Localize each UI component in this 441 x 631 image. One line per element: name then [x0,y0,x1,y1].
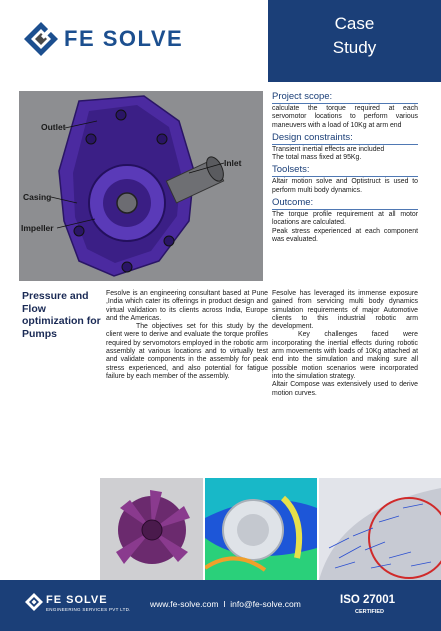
design-constraints-heading: Design constraints: [272,131,353,143]
fe-solve-logo-icon [24,592,44,612]
constraint-line: Transient inertial effects are included [272,145,385,153]
objectives-paragraph: The objectives set for this study by the client were to derive and evaluate the torque profiles required by servomotors employed in the robotic arm assembly at various locations and to virtually test and validate components in the assembly for peak stress experienced, and also potential for fatigue failure by each member of the assembly. [106,323,268,380]
tools-paragraph: Altair Compose was extensively used to derive motion curves. [272,381,418,397]
velocity-vector-image [319,478,441,580]
simulation-images [100,478,441,580]
pump-image [19,91,263,281]
project-scope-heading: Project scope: [272,91,333,102]
vector-field-illustration [319,478,441,580]
footer-logo-subtitle: ENGINEERING SERVICES PVT LTD. [46,607,131,612]
logo-text: FE SOLVE [64,26,184,51]
impeller-image [100,478,203,580]
case-study-badge [268,0,441,82]
intro-text [106,290,268,381]
approach-paragraph: Fesolve has leveraged its immense exposure gained from servicing multi body dynamics simulation requirements of major Automotive clients to this industrial robotic arm development. [272,290,418,331]
casing-label: Casing [23,192,52,202]
footer [0,580,441,631]
outlet-label: Outlet [41,122,66,132]
iso-badge: ISO 27001 [340,594,395,606]
outcome-line: The torque profile requirement at all motor locations are calculated. [272,211,418,227]
toolsets-heading: Toolsets: [272,164,310,176]
header [0,0,441,82]
divider [272,176,418,177]
approach-text [272,290,418,398]
project-scope-text: calculate the torque required at each servomotor locations to perform various maneuvers with a load of 10Kg at arm end [272,105,418,129]
impeller-illustration [100,478,203,580]
toolsets-text: Altair motion solve and Optistruct is used to perform multi body dynamics. [272,178,418,194]
cfd-flow-image [205,478,317,580]
case-label: Case [334,14,375,33]
impeller-label: Impeller [21,223,54,233]
logo [0,0,268,82]
constraint-line: The total mass fixed at 95Kg. [272,154,362,162]
pump-illustration [19,91,263,281]
study-title: Pressure and Flow optimization for Pumps [22,290,101,340]
outcome-heading: Outcome: [272,197,314,209]
divider [272,144,418,145]
contact-info[interactable]: www.fe-solve.com I info@fe-solve.com [150,599,301,609]
inlet-label: Inlet [224,158,242,168]
footer-logo-text: FE SOLVE [46,594,108,606]
study-label: Study [332,38,377,57]
flow-contour-illustration [205,478,317,580]
certified-label: CERTIFIED [355,609,385,615]
intro-paragraph: Fesolve is an engineering consultant based at Pune ,India which cater its offerings in product design and virtual validation to its clients across India, Europe and the Americas. [106,290,268,322]
outcome-line: Peak stress experienced at each component was evaluated. [272,227,418,243]
divider [272,103,418,104]
details-column [272,91,418,244]
divider [272,209,418,210]
fe-solve-logo-icon [22,20,60,58]
challenges-paragraph: Key challenges faced were incorporating the inertial effects during robotic arm movements with loads of 10Kg attached at end into the simulation and making sure all possible motion scenarios were incorporated into the simulation strategy. [272,331,418,380]
